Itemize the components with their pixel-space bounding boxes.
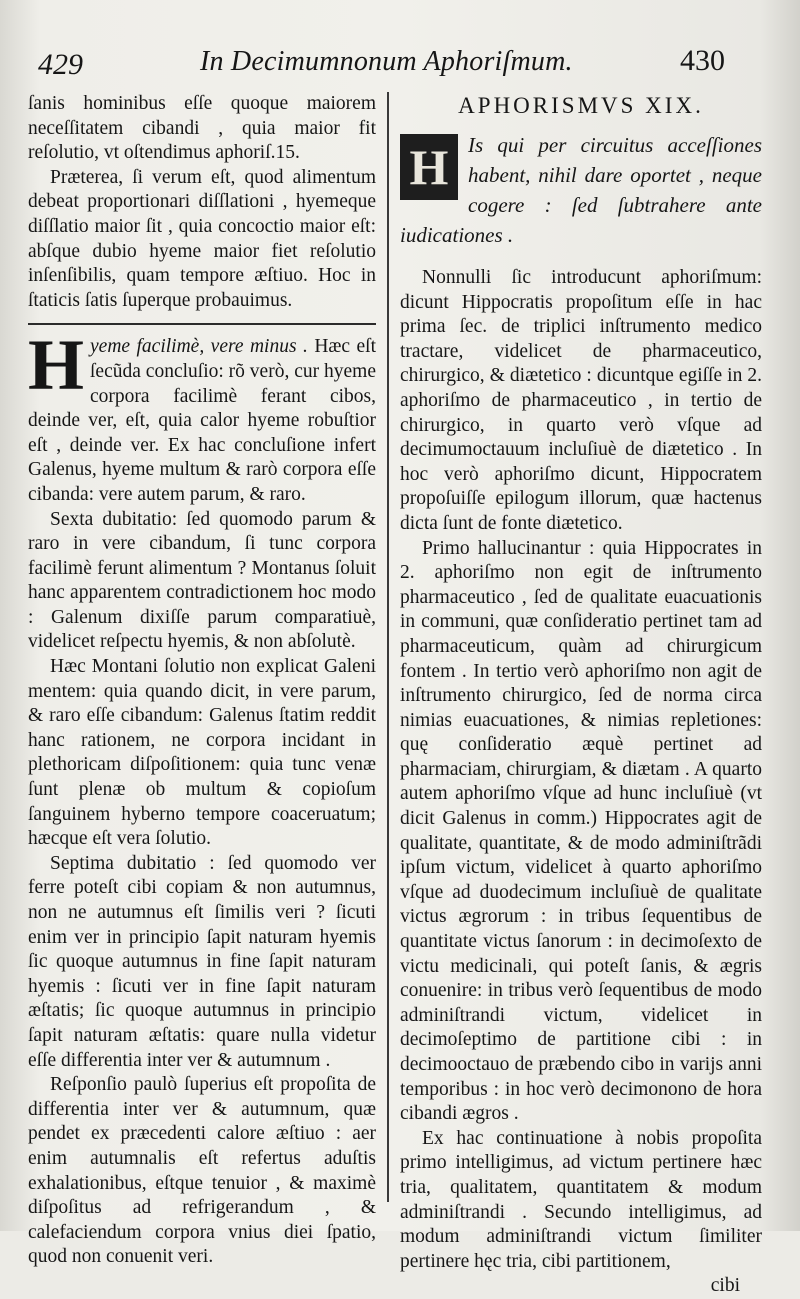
left-paragraph-4: Sexta dubitatio: ſed quomodo parum & raro in vere cibandum, ſi tunc corpora facilimè ferunt alimentum ? Montanus ſoluit hanc apparentem contradictionem hoc modo : Galenum dixiſſe parum comparatiuè, videlicet reſpectu hyemis, & non abſolutè. — [28, 508, 376, 653]
lemma-text: yeme facilimè, vere minus . — [90, 336, 308, 358]
ornamental-drop-cap — [400, 134, 458, 200]
running-head: In Decimumnonum Aphoriſmum. — [200, 46, 573, 77]
ornamental-drop-cap-letter: H — [409, 139, 449, 195]
left-paragraph-2: Præterea, ſi verum eſt, quod alimentum debeat proportionari diſſlationi , hyemeque diſſlatio maior ſit , quia concoctio maior eſt: abſque dubio hyeme maior fiet reſolutio inſenſibilis, quam tempore æſtiuo. Hoc in ſtaticis ſatis ſuperque probauimus. — [28, 166, 376, 311]
paragraph-body: Hæc eſt ſecũda concluſio: rõ verò, cur hyeme corpora facilimè ferant cibos, deinde ver, eſt, quia calor hyeme robuſtior eſt , deinde ver. Ex hac concluſione infert Galenus, hyeme multum & rarò corpora eſſe cibanda: vere autem parum, & raro. — [28, 336, 376, 505]
aphorism-block — [400, 130, 762, 250]
left-column — [28, 92, 376, 1270]
right-paragraph-3: Ex hac continuatione à nobis propoſita primo intelligimus, ad victum pertinere hæc tria, qualitatem, quantitatem & modum adminiſtrandi . Secundo intelligimus, ad modum adminiſtrandi victum ſimiliter pertinere hęc tria, cibi partitionem, — [400, 1127, 762, 1272]
catchword: cibi — [710, 1275, 740, 1297]
page-number-right: 430 — [680, 44, 725, 77]
right-paragraph-2: Primo hallucinantur : quia Hippocrates in 2. aphoriſmo non egit de inſtrumento pharmaceutico , ſed de qualitate euacuationis in communi, quæ conſideratio pertinet tam ad pharmaceuticum, quàm ad chirurgicum fontem . In tertio verò aphoriſmo non agit de inſtrumento chirurgico, ſed de norma circa nimias euacuationes, & nimias repletiones: quę conſideratio æquè pertinet ad pharmaciam, chirurgiam, & diætam . A quarto autem aphoriſmo vſque ad hunc incluſiuè (vt dicit Galenus in comm.) Hippocrates agit de qualitate, quantitate, & de modo adminiſtrãdi ipſum victum, videlicet à quarto aphoriſmo vſque ad duodecimum incluſiuè de qualitate victus ægrorum : in tribus ſequentibus de quantitate victus ſanorum : in decimoſexto de victu medicinali, qui poteſt ſanis, & ægris conuenire: in tribus verò ſequentibus de modo adminiſtrandi victum, videlicet in decimoſeptimo de partitione cibi : in decimooctauo de præbendo cibo in varijs anni temporibus : in hoc verò decimonono de hora cibandi ægros . — [400, 537, 762, 1125]
aphorism-text: Is qui per circuitus acceſſiones habent, nihil dare oportet , neque cogere : ſed ſubtrahere ante iudicationes . — [400, 133, 762, 247]
page-number-left: 429 — [38, 48, 83, 81]
left-paragraph-6: Septima dubitatio : ſed quomodo ver ferre poteſt cibi copiam & non autumnus, non ne autumnus eſt ſimilis veri ? ſicuti enim ver in principio ſapit naturam hyemis ſic quoque autumnus in fine ſapit naturam hyemis : ſicuti ver in fine ſapit naturam æſtatis; ſic quoque autumnus in principio ſapit naturam æſtatis: quare nulla videtur eſſe differentia inter ver & autumnum . — [28, 852, 376, 1071]
right-paragraph-1: Nonnulli ſic introducunt aphoriſmum: dicunt Hippocratis propoſitum eſſe in hac prima ſec. de triplici inſtrumento medico tractare, videlicet de pharmaceutico, chirurgico, & diætetico : dicuntque egiſſe in 2. aphoriſmo de pharmaceutico , in tertio de chirurgico, in quarto verò vſque ad decimumoctauum incluſiuè de diætetico . In hoc verò aphoriſmo dicunt, Hippocratem propoſuiſſe epilogum illorum, quæ hactenus dicta ſunt de fonte diætetico. — [400, 267, 762, 534]
left-paragraph-7: Reſponſio paulò ſuperius eſt propoſita de differentia inter ver & autumnum, quæ pendet ex præcedenti calore æſtiuo : aer enim autumnalis eſt refertus aduſtis exhalationibus, eſtque tenuior , & maximè diſpoſitus ad refrigerandum , & calefaciendum corpora vnius diei ſpatio, quod non conuenit veri. — [28, 1074, 376, 1268]
column-divider — [387, 92, 389, 1202]
right-column — [400, 92, 762, 1299]
left-paragraph-1: ſanis hominibus eſſe quoque maiorem neceſſitatem cibandi , quia maior fit reſolutio, vt oſtendimus aphoriſ.15. — [28, 93, 376, 164]
left-paragraph-5: Hæc Montani ſolutio non explicat Galeni mentem: quia quando dicit, in vere parum, & raro eſſe cibandum: Galenus ſtatim reddit hanc rationem, ne corpora incidant in plethoricam diſpoſitionem: quia tunc venæ ſunt plenæ ob multum & copioſum ſanguinem hyberno tempore coaceruatum; hæcque eſt vera ſolutio. — [28, 656, 376, 850]
left-paragraph-3 — [28, 325, 376, 507]
aphorism-heading: APHORISMVS XIX. — [458, 93, 704, 118]
drop-cap-h: H — [28, 325, 85, 406]
